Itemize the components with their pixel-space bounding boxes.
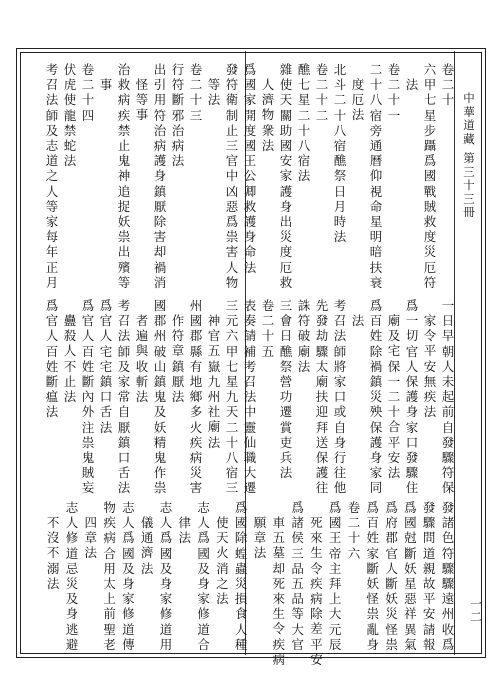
text-column: 物疾病合用太上前聖老 (103, 500, 116, 650)
text-column: 儀通濟法 (140, 515, 154, 576)
text-column: 誅符破廟法 (297, 298, 311, 374)
text-column: 北斗二十八宿醮祭日月時法 (333, 62, 347, 245)
text-column: 蠱殺人不止法 (63, 313, 77, 405)
text-column: 作符章鎮厭法 (171, 313, 185, 405)
text-column: 發諸色符驟驟遠州收爲 (441, 500, 455, 650)
book-title: 中華道藏 (463, 91, 475, 146)
text-column: 爲府郡官人斷妖災怪祟 (385, 500, 398, 650)
text-column: 三元六甲七星九天二十八宿三 (225, 298, 239, 496)
text-column: 等法 (207, 77, 221, 108)
text-column: 志人爲國及身家修道傳 (122, 500, 135, 650)
text-column: 四章法 (84, 515, 98, 561)
text-column: 伏虎使龍禁蛇法 (63, 62, 77, 169)
text-column: 律法 (178, 515, 192, 546)
text-column: 三會日醮祭營功遷賞吏兵法 (279, 298, 293, 481)
text-column: 廟及宅保一二十合平安法 (387, 313, 401, 481)
text-column: 表奏請補考召法中靈仙職大遷 (243, 298, 257, 496)
text-column: 考召法師將家口或自身行往他 (333, 298, 347, 496)
text-column: 發驟問道親故平安請報 (422, 500, 436, 650)
text-column: 志人修道忌災及身逃避 (65, 500, 79, 650)
text-column: 志人爲國及身家修道用 (159, 500, 173, 650)
text-column: 爲官人百姓斷內外注祟鬼賊妄 (81, 298, 95, 496)
text-column: 爲官人百姓斷瘟法 (45, 298, 59, 420)
text-column: 出引用符治病護身鎮厭除害却禍消 (153, 62, 167, 290)
text-column: 爲諸侯三品五品等大官 (291, 500, 304, 650)
text-column: 二十八宿旁通曆仰視命星明暗扶衰 (369, 62, 383, 290)
text-column: 爲國家開度國王公卿救護身命法 (243, 62, 257, 275)
text-column: 雜使天關助國安家護身出災度厄救 (279, 62, 293, 290)
text-column: 爲百姓家斷妖怪祟亂身 (366, 500, 380, 650)
text-column: 爲國尅斷妖星惡祥異氣 (404, 500, 417, 650)
text-column: 爲國除蝗蟲災損食人種 (234, 500, 248, 650)
text-column: 不沒不溺法 (46, 515, 60, 591)
text-column: 使天火消之法 (216, 515, 229, 607)
text-column: 爲國王帝主拜上大元辰 (328, 500, 342, 650)
text-column: 卷二十五 (261, 298, 275, 359)
text-column: 國郡州破山鎮鬼及妖精鬼作祟 (153, 298, 167, 496)
text-column: 卷二十四 (81, 62, 95, 123)
text-column: 志人爲國及身家修道合 (197, 500, 210, 650)
text-column: 卷二十六 (347, 500, 361, 561)
text-column: 爲一切官人保護身家口發驟住 (405, 298, 419, 496)
text-column: 醮七星二十八宿法 (297, 62, 311, 184)
page-number: 一二 (470, 597, 483, 624)
book-header (462, 92, 476, 220)
text-column: 神官五嶽九州社廟法 (207, 313, 221, 450)
text-column: 卷二十 (441, 62, 455, 108)
text-column: 事 (99, 77, 113, 92)
text-column: 度厄法 (351, 77, 365, 123)
text-column: 卷二十二 (315, 62, 329, 123)
text-column: 行符斷邪治病法 (171, 62, 185, 169)
text-column: 車五墓却死來生令疾病 (272, 515, 286, 665)
text-column: 先發劫驟太廟扶迎拜送保護往 (315, 298, 329, 496)
volume-label: 第三十三冊 (463, 151, 475, 219)
text-column: 一日早朝人未起前自發驟符保 (441, 298, 455, 496)
text-column: 爲官人宅宅鎮口舌法 (99, 298, 113, 435)
text-column: 考召法師及家常自厭鎮口舌法 (117, 298, 131, 496)
text-column: 六甲七星步躡爲國戰賊救度災厄符 (423, 62, 437, 290)
text-column: 卷二十一 (387, 62, 401, 123)
text-column: 考召法師及志道之人等家每年正月 (45, 62, 59, 290)
text-column: 人濟物衆法 (261, 77, 275, 153)
text-column: 法 (351, 313, 365, 328)
text-column: 者遍與收斬法 (135, 313, 149, 405)
text-column: 發符衛制止三官中凶惡爲祟害人物 (225, 62, 239, 290)
text-column: 願章法 (253, 515, 267, 561)
text-column: 爲百姓除禍鎮災殃保護身家同 (369, 298, 383, 496)
text-column: 家令平安無疾法 (423, 313, 437, 420)
text-column: 州國郡縣有地鄉多火疾病災害 (189, 298, 203, 496)
text-column: 怪等事 (135, 77, 149, 123)
text-column: 法 (405, 77, 419, 92)
text-column: 治救病疾禁止鬼神追捉妖祟出殯等 (117, 62, 131, 290)
text-column: 卷二十三 (189, 62, 203, 123)
text-column: 死來生令疾病除差平安 (310, 515, 323, 665)
